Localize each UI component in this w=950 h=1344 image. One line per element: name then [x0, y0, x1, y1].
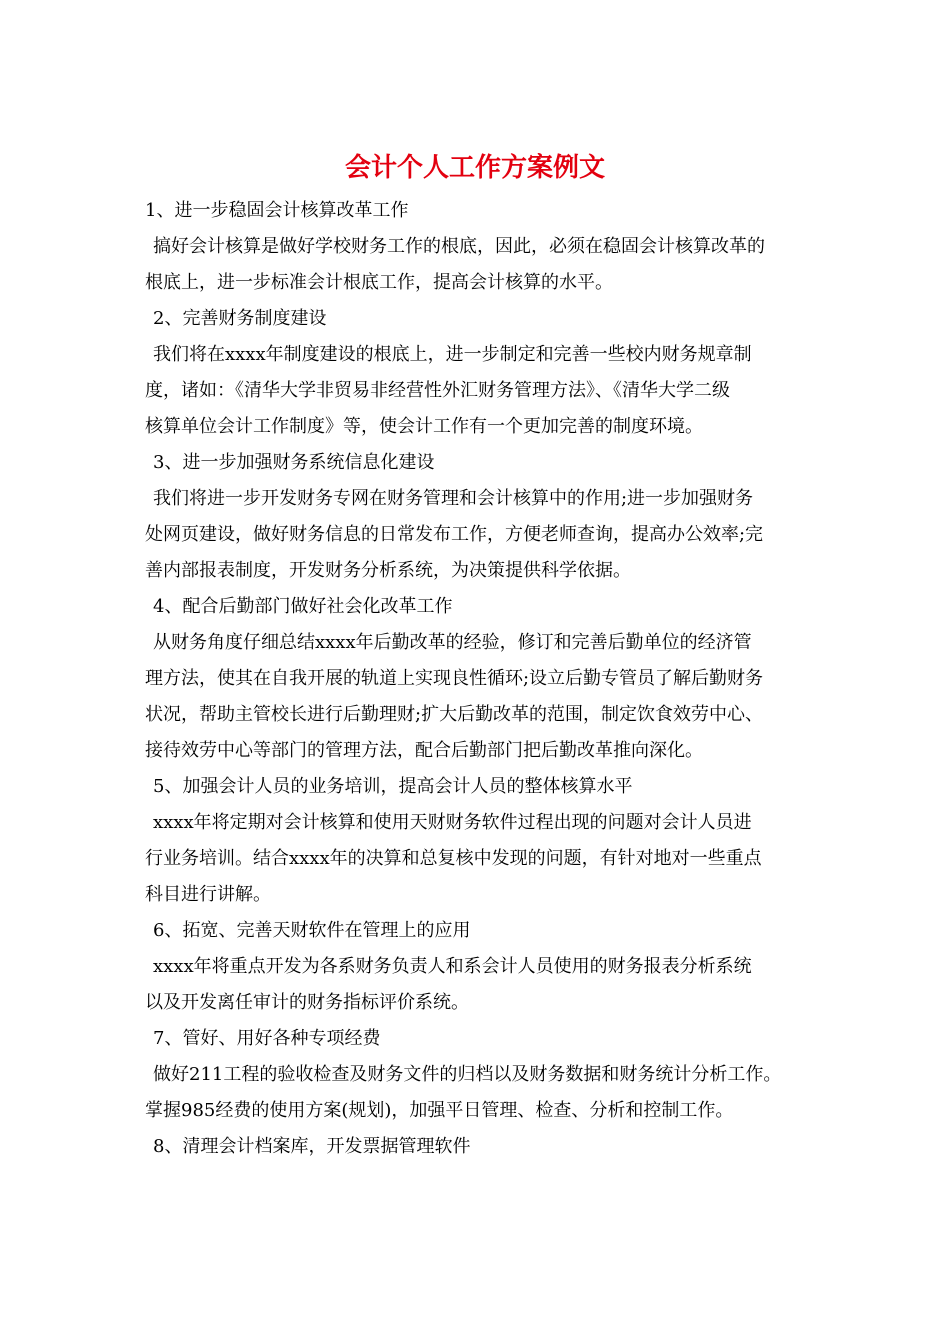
- heading-3: 3、进一步加强财务系统信息化建设: [153, 452, 435, 473]
- paragraph-line: 行业务培训。结合xxxx年的决算和总复核中发现的问题，有针对地对一些重点: [145, 848, 762, 869]
- paragraph-line: 科目进行讲解。: [145, 884, 271, 905]
- paragraph-line: 善内部报表制度，开发财务分析系统，为决策提供科学依据。: [145, 560, 631, 581]
- paragraph-line: 以及开发离任审计的财务指标评价系统。: [145, 992, 469, 1013]
- heading-6: 6、拓宽、完善天财软件在管理上的应用: [153, 920, 471, 941]
- paragraph-line: xxxx年将重点开发为各系财务负责人和系会计人员使用的财务报表分析系统: [153, 956, 752, 977]
- paragraph-line: 核算单位会计工作制度》等，使会计工作有一个更加完善的制度环境。: [145, 416, 703, 437]
- paragraph-line: 度，诸如：《清华大学非贸易非经营性外汇财务管理方法》、《清华大学二级: [145, 380, 730, 401]
- heading-1: 1、进一步稳固会计核算改革工作: [145, 200, 409, 221]
- paragraph-line: 做好211工程的验收检查及财务文件的归档以及财务数据和财务统计分析工作。: [153, 1064, 782, 1085]
- paragraph-line: 状况，帮助主管校长进行后勤理财;扩大后勤改革的范围，制定饮食效劳中心、: [145, 704, 764, 725]
- paragraph-line: 我们将进一步开发财务专网在财务管理和会计核算中的作用;进一步加强财务: [153, 488, 754, 509]
- heading-5: 5、加强会计人员的业务培训，提高会计人员的整体核算水平: [153, 776, 633, 797]
- paragraph-line: 理方法，使其在自我开展的轨道上实现良性循环;设立后勤专管员了解后勤财务: [145, 668, 764, 689]
- paragraph-line: 从财务角度仔细总结xxxx年后勤改革的经验，修订和完善后勤单位的经济管: [153, 632, 752, 653]
- heading-4: 4、配合后勤部门做好社会化改革工作: [153, 596, 453, 617]
- paragraph-line: 搞好会计核算是做好学校财务工作的根底，因此，必须在稳固会计核算改革的: [153, 236, 765, 257]
- heading-2: 2、完善财务制度建设: [153, 308, 327, 329]
- paragraph-line: 接待效劳中心等部门的管理方法，配合后勤部门把后勤改革推向深化。: [145, 740, 703, 761]
- paragraph-line: 处网页建设，做好财务信息的日常发布工作，方便老师查询，提高办公效率;完: [145, 524, 764, 545]
- paragraph-line: 掌握985经费的使用方案(规划)，加强平日管理、检查、分析和控制工作。: [145, 1100, 734, 1121]
- heading-7: 7、管好、用好各种专项经费: [153, 1028, 381, 1049]
- paragraph-line: xxxx年将定期对会计核算和使用天财财务软件过程出现的问题对会计人员进: [153, 812, 752, 833]
- heading-8: 8、清理会计档案库，开发票据管理软件: [153, 1136, 471, 1157]
- paragraph-line: 我们将在xxxx年制度建设的根底上，进一步制定和完善一些校内财务规章制: [153, 344, 752, 365]
- page-title: 会计个人工作方案例文: [344, 153, 605, 183]
- paragraph-line: 根底上，进一步标准会计根底工作，提高会计核算的水平。: [145, 272, 613, 293]
